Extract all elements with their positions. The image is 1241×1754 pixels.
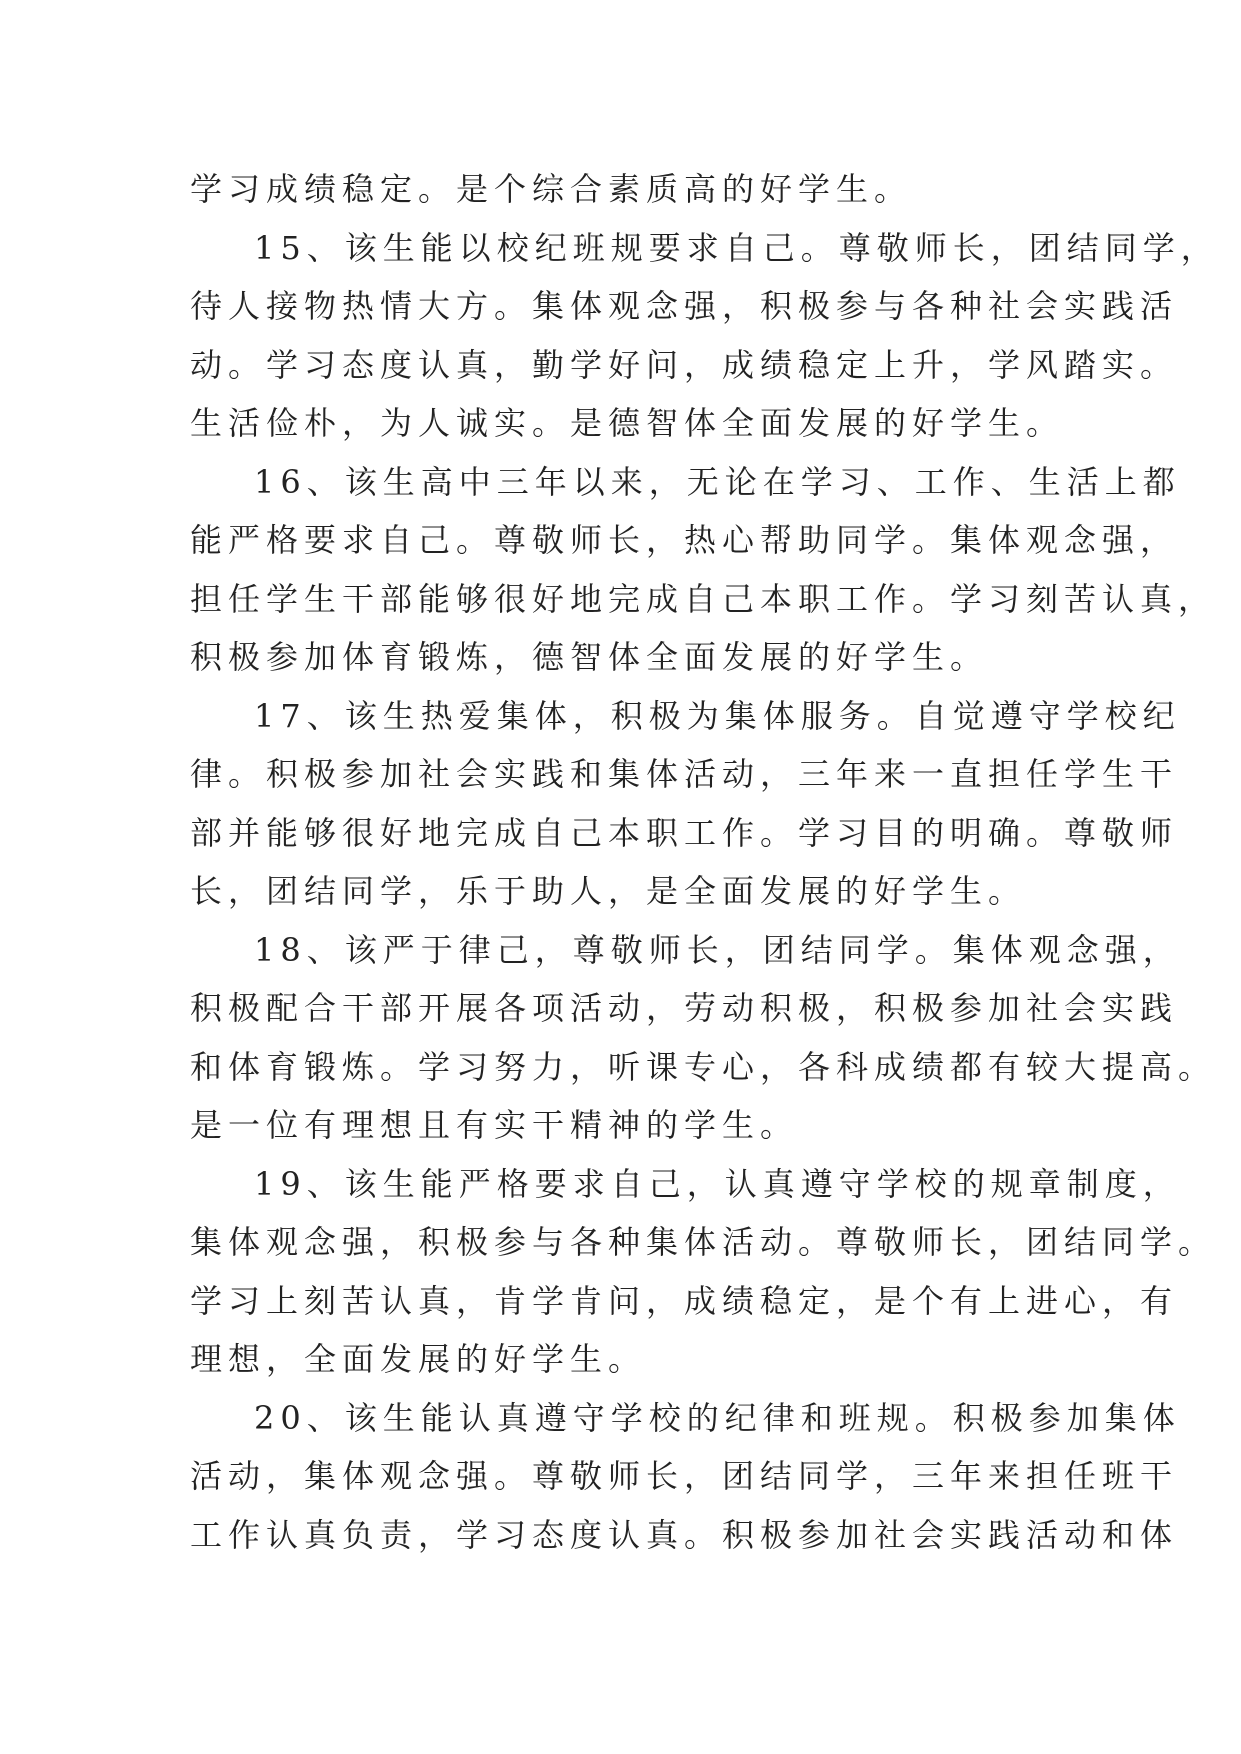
- text-line: 理想，全面发展的好学生。: [190, 1340, 647, 1378]
- text-line: 活动，集体观念强。尊敬师长，团结同学，三年来担任班干: [190, 1457, 1179, 1495]
- paragraph-19-start: 19、该生能严格要求自己，认真遵守学校的规章制度，: [254, 1164, 1181, 1203]
- text-line: 待人接物热情大方。集体观念强，积极参与各种社会实践活: [190, 287, 1179, 325]
- text-line: 律。积极参加社会实践和集体活动，三年来一直担任学生干: [190, 755, 1179, 793]
- paragraph-15-start: 15、该生能以校纪班规要求自己。尊敬师长，团结同学，: [254, 228, 1219, 267]
- text-line: 和体育锻炼。学习努力，听课专心，各科成绩都有较大提高。: [190, 1047, 1217, 1086]
- paragraph-18-start: 18、该严于律己，尊敬师长，团结同学。集体观念强，: [254, 930, 1181, 969]
- text-line: 长，团结同学，乐于助人，是全面发展的好学生。: [190, 872, 1027, 910]
- document-body: [190, 160, 1219, 1564]
- text-line: 工作认真负责，学习态度认真。积极参加社会实践活动和体: [190, 1515, 1179, 1554]
- paragraph-20-start: 20、该生能认真遵守学校的纪律和班规。积极参加集体: [254, 1398, 1181, 1437]
- text-line: 积极配合干部开展各项活动，劳动积极，积极参加社会实践: [190, 989, 1179, 1027]
- text-line: 动。学习态度认真，勤学好问，成绩稳定上升，学风踏实。: [190, 345, 1179, 384]
- paragraph-17-start: 17、该生热爱集体，积极为集体服务。自觉遵守学校纪: [254, 696, 1181, 735]
- text-line: 能严格要求自己。尊敬师长，热心帮助同学。集体观念强，: [190, 521, 1179, 559]
- text-line: 生活俭朴，为人诚实。是德智体全面发展的好学生。: [190, 404, 1065, 442]
- text-line: 是一位有理想且有实干精神的学生。: [190, 1106, 799, 1144]
- text-line: 积极参加体育锻炼，德智体全面发展的好学生。: [190, 638, 989, 676]
- text-line: 担任学生干部能够很好地完成自己本职工作。学习刻苦认真，: [190, 579, 1217, 618]
- paragraph-16-start: 16、该生高中三年以来，无论在学习、工作、生活上都: [254, 462, 1181, 501]
- text-line: 集体观念强，积极参与各种集体活动。尊敬师长，团结同学。: [190, 1223, 1217, 1261]
- text-line: 学习成绩稳定。是个综合素质高的好学生。: [190, 170, 913, 208]
- text-line: 部并能够很好地完成自己本职工作。学习目的明确。尊敬师: [190, 813, 1179, 852]
- text-line: 学习上刻苦认真，肯学肯问，成绩稳定，是个有上进心，有: [190, 1281, 1179, 1320]
